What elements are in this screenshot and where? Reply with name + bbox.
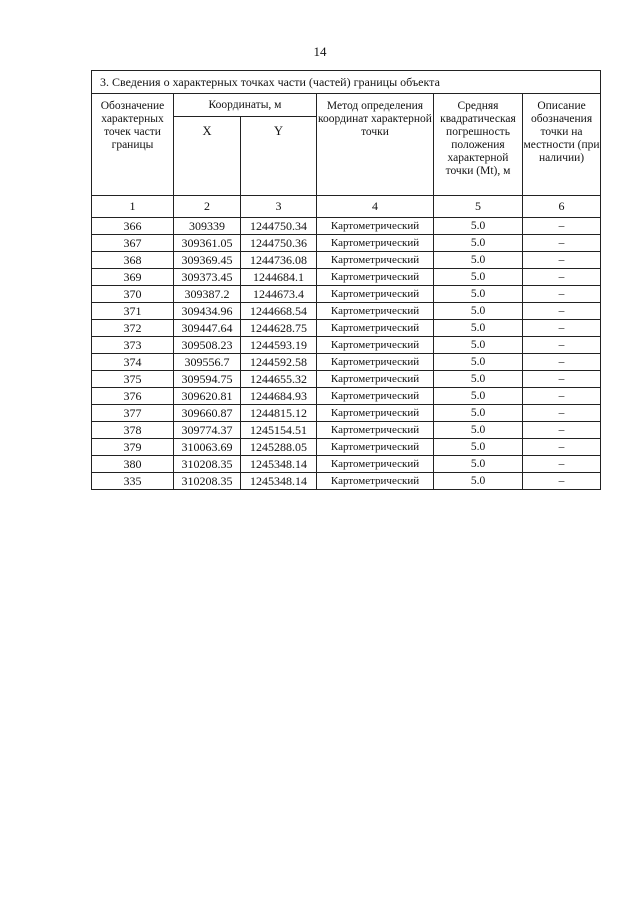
column-number: 4: [317, 196, 434, 218]
coord-x: 309774.37: [174, 422, 241, 439]
table-row: [92, 439, 601, 456]
table-row: [92, 456, 601, 473]
point-id: 375: [92, 371, 174, 388]
table-row: [92, 405, 601, 422]
table-row: [92, 388, 601, 405]
method-cell: Картометрический: [317, 422, 434, 439]
column-number: 1: [92, 196, 174, 218]
point-id: 366: [92, 218, 174, 235]
coord-y: 1244750.34: [241, 218, 317, 235]
error-cell: 5.0: [434, 371, 523, 388]
column-number: 3: [241, 196, 317, 218]
header-error: Средняя квадратическая погрешность положения характерной точки (Mt), м: [434, 94, 523, 196]
method-cell: Картометрический: [317, 303, 434, 320]
error-cell: 5.0: [434, 218, 523, 235]
point-id: 376: [92, 388, 174, 405]
description-cell: –: [523, 218, 601, 235]
section-title: 3. Сведения о характерных точках части (частей) границы объекта: [92, 71, 601, 94]
column-number: 5: [434, 196, 523, 218]
coord-y: 1244655.32: [241, 371, 317, 388]
error-cell: 5.0: [434, 269, 523, 286]
coord-x: 310208.35: [174, 456, 241, 473]
error-cell: 5.0: [434, 422, 523, 439]
coord-x: 310063.69: [174, 439, 241, 456]
description-cell: –: [523, 422, 601, 439]
coord-x: 309434.96: [174, 303, 241, 320]
method-cell: Картометрический: [317, 405, 434, 422]
error-cell: 5.0: [434, 473, 523, 490]
table-row: [92, 235, 601, 252]
method-cell: Картометрический: [317, 456, 434, 473]
point-id: 335: [92, 473, 174, 490]
point-id: 373: [92, 337, 174, 354]
coord-x: 309369.45: [174, 252, 241, 269]
error-cell: 5.0: [434, 439, 523, 456]
description-cell: –: [523, 337, 601, 354]
header-description: Описание обозначения точки на местности (при наличии): [523, 94, 601, 196]
point-id: 374: [92, 354, 174, 371]
error-cell: 5.0: [434, 405, 523, 422]
table-row: [92, 320, 601, 337]
method-cell: Картометрический: [317, 218, 434, 235]
coord-x: 310208.35: [174, 473, 241, 490]
description-cell: –: [523, 405, 601, 422]
coord-x: 309339: [174, 218, 241, 235]
description-cell: –: [523, 235, 601, 252]
point-id: 367: [92, 235, 174, 252]
description-cell: –: [523, 354, 601, 371]
point-id: 380: [92, 456, 174, 473]
point-id: 372: [92, 320, 174, 337]
table-row: [92, 337, 601, 354]
description-cell: –: [523, 303, 601, 320]
table-row: [92, 354, 601, 371]
coord-y: 1245348.14: [241, 473, 317, 490]
coord-y: 1244815.12: [241, 405, 317, 422]
coord-x: 309361.05: [174, 235, 241, 252]
header-x: X: [174, 117, 241, 196]
header-coordinates: Координаты, м: [174, 94, 317, 117]
point-id: 379: [92, 439, 174, 456]
coord-y: 1244593.19: [241, 337, 317, 354]
coord-x: 309387.2: [174, 286, 241, 303]
error-cell: 5.0: [434, 235, 523, 252]
header-method: Метод определения координат характерной точки: [317, 94, 434, 196]
coord-y: 1244592.58: [241, 354, 317, 371]
table-row: [92, 303, 601, 320]
point-id: 377: [92, 405, 174, 422]
method-cell: Картометрический: [317, 473, 434, 490]
header-y: Y: [241, 117, 317, 196]
error-cell: 5.0: [434, 320, 523, 337]
method-cell: Картометрический: [317, 337, 434, 354]
error-cell: 5.0: [434, 388, 523, 405]
table-row: [92, 473, 601, 490]
header-designation: Обозначение характерных точек части границы: [92, 94, 174, 196]
method-cell: Картометрический: [317, 354, 434, 371]
error-cell: 5.0: [434, 337, 523, 354]
coord-x: 309508.23: [174, 337, 241, 354]
table-body: [92, 218, 601, 490]
description-cell: –: [523, 473, 601, 490]
coord-y: 1245348.14: [241, 456, 317, 473]
column-number: 2: [174, 196, 241, 218]
coord-y: 1244750.36: [241, 235, 317, 252]
table-row: [92, 422, 601, 439]
error-cell: 5.0: [434, 286, 523, 303]
point-id: 371: [92, 303, 174, 320]
point-id: 378: [92, 422, 174, 439]
coord-y: 1244684.1: [241, 269, 317, 286]
coord-y: 1244628.75: [241, 320, 317, 337]
error-cell: 5.0: [434, 303, 523, 320]
method-cell: Картометрический: [317, 388, 434, 405]
table-row: [92, 269, 601, 286]
coord-x: 309660.87: [174, 405, 241, 422]
column-number: 6: [523, 196, 601, 218]
description-cell: –: [523, 252, 601, 269]
coord-x: 309594.75: [174, 371, 241, 388]
method-cell: Картометрический: [317, 371, 434, 388]
point-id: 369: [92, 269, 174, 286]
description-cell: –: [523, 269, 601, 286]
coord-y: 1244673.4: [241, 286, 317, 303]
table-row: [92, 286, 601, 303]
description-cell: –: [523, 371, 601, 388]
description-cell: –: [523, 388, 601, 405]
method-cell: Картометрический: [317, 235, 434, 252]
description-cell: –: [523, 456, 601, 473]
error-cell: 5.0: [434, 252, 523, 269]
method-cell: Картометрический: [317, 439, 434, 456]
description-cell: –: [523, 286, 601, 303]
error-cell: 5.0: [434, 354, 523, 371]
coord-y: 1244736.08: [241, 252, 317, 269]
coord-x: 309556.7: [174, 354, 241, 371]
table-row: [92, 218, 601, 235]
point-id: 368: [92, 252, 174, 269]
characteristic-points-table: [91, 70, 601, 490]
method-cell: Картометрический: [317, 269, 434, 286]
coord-x: 309447.64: [174, 320, 241, 337]
error-cell: 5.0: [434, 456, 523, 473]
page-number: 14: [313, 44, 327, 59]
coord-y: 1245154.51: [241, 422, 317, 439]
coord-y: 1244668.54: [241, 303, 317, 320]
description-cell: –: [523, 439, 601, 456]
table-row: [92, 252, 601, 269]
method-cell: Картометрический: [317, 320, 434, 337]
coord-x: 309373.45: [174, 269, 241, 286]
table-row: [92, 371, 601, 388]
point-id: 370: [92, 286, 174, 303]
method-cell: Картометрический: [317, 252, 434, 269]
coord-y: 1245288.05: [241, 439, 317, 456]
coord-x: 309620.81: [174, 388, 241, 405]
description-cell: –: [523, 320, 601, 337]
method-cell: Картометрический: [317, 286, 434, 303]
coord-y: 1244684.93: [241, 388, 317, 405]
